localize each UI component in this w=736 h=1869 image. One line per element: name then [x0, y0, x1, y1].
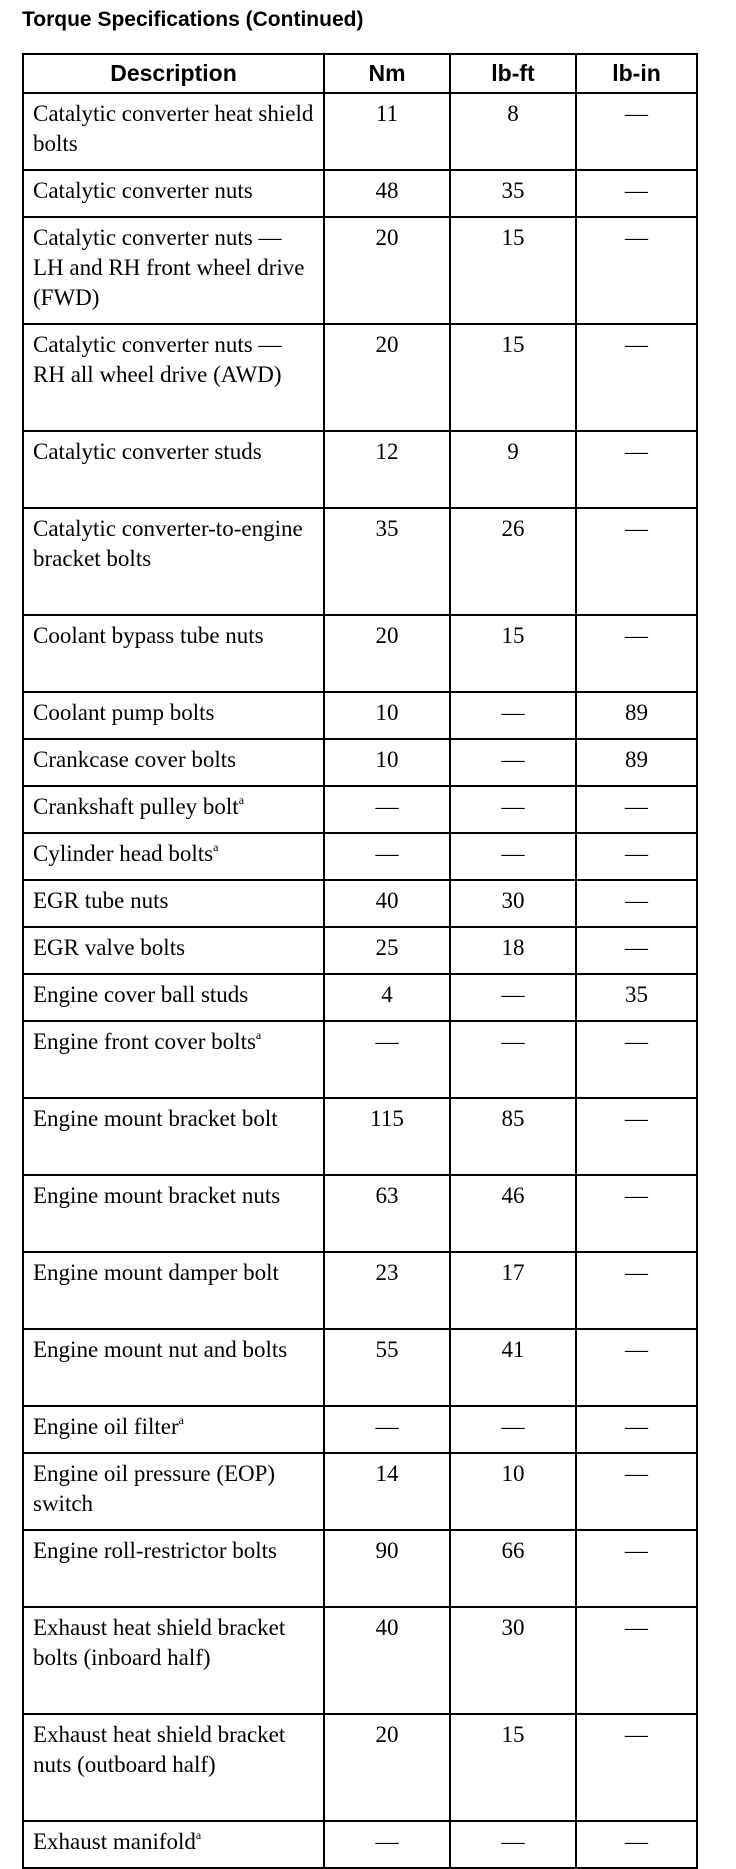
table-row — [23, 692, 697, 739]
lbin-cell: — — [576, 1098, 697, 1175]
nm-cell: 63 — [324, 1175, 450, 1252]
lbft-cell: — — [450, 1021, 576, 1098]
nm-cell: 20 — [324, 615, 450, 692]
lbin-cell: — — [576, 1821, 697, 1868]
description-cell — [23, 1021, 324, 1098]
lbft-cell: — — [450, 974, 576, 1021]
table-row — [23, 1607, 697, 1714]
lbft-cell: 8 — [450, 93, 576, 170]
description-cell — [23, 1607, 324, 1714]
nm-cell: 35 — [324, 508, 450, 615]
table-row — [23, 1821, 697, 1868]
header-description: Description — [23, 54, 324, 93]
description-cell — [23, 880, 324, 927]
footnote-marker: a — [255, 1028, 262, 1042]
footnote-marker: a — [178, 1413, 184, 1427]
table-row — [23, 615, 697, 692]
description-cell — [23, 739, 324, 786]
table-row — [23, 1530, 697, 1607]
lbin-cell: — — [576, 880, 697, 927]
table-row — [23, 1714, 697, 1821]
description-text: Engine front cover bolts — [33, 1029, 256, 1054]
nm-cell: 20 — [324, 217, 450, 324]
nm-cell: 40 — [324, 1607, 450, 1714]
table-row — [23, 1329, 697, 1406]
lbin-cell: — — [576, 1021, 697, 1098]
nm-cell: 12 — [324, 431, 450, 508]
description-text: Catalytic converter nuts — [33, 178, 253, 203]
description-text: Engine mount bracket bolt — [33, 1106, 278, 1131]
nm-cell: 10 — [324, 692, 450, 739]
lbin-cell: 89 — [576, 692, 697, 739]
description-cell — [23, 170, 324, 217]
lbin-cell: 35 — [576, 974, 697, 1021]
lbft-cell: 15 — [450, 615, 576, 692]
lbin-cell: — — [576, 324, 697, 431]
nm-cell: 20 — [324, 324, 450, 431]
table-row — [23, 1406, 697, 1453]
nm-cell: — — [324, 1406, 450, 1453]
description-text: Engine mount damper bolt — [33, 1260, 279, 1285]
nm-cell: 20 — [324, 1714, 450, 1821]
lbin-cell: — — [576, 927, 697, 974]
table-row — [23, 1098, 697, 1175]
description-text: Engine cover ball studs — [33, 982, 249, 1007]
lbin-cell: 89 — [576, 739, 697, 786]
description-cell — [23, 1329, 324, 1406]
table-row — [23, 217, 697, 324]
description-text: Engine mount nut and bolts — [33, 1337, 288, 1362]
lbft-cell: 15 — [450, 1714, 576, 1821]
lbft-cell: 18 — [450, 927, 576, 974]
description-text: Catalytic converter heat shield bolts — [33, 101, 314, 156]
lbft-cell: 46 — [450, 1175, 576, 1252]
description-text: Engine oil pressure (EOP) switch — [33, 1461, 276, 1516]
nm-cell: 40 — [324, 880, 450, 927]
nm-cell: — — [324, 1021, 450, 1098]
torque-spec-table — [22, 53, 698, 1869]
description-cell — [23, 833, 324, 880]
lbin-cell: — — [576, 170, 697, 217]
lbft-cell: — — [450, 1821, 576, 1868]
lbft-cell: 85 — [450, 1098, 576, 1175]
table-row — [23, 927, 697, 974]
description-cell — [23, 1821, 324, 1868]
lbft-cell: 66 — [450, 1530, 576, 1607]
description-text: Engine oil filter — [33, 1414, 179, 1439]
table-row — [23, 880, 697, 927]
lbft-cell: — — [450, 1406, 576, 1453]
description-text: Coolant bypass tube nuts — [33, 623, 264, 648]
description-text: Catalytic converter nuts — LH and RH front wheel drive (FWD) — [33, 225, 305, 310]
description-text: EGR valve bolts — [33, 935, 186, 960]
description-text: Crankcase cover bolts — [33, 747, 237, 772]
table-row — [23, 739, 697, 786]
description-text: Crankshaft pulley bolt — [33, 794, 239, 819]
footnote-marker: a — [213, 840, 219, 854]
table-row — [23, 170, 697, 217]
description-cell — [23, 615, 324, 692]
nm-cell: 10 — [324, 739, 450, 786]
description-cell — [23, 217, 324, 324]
description-text: Catalytic converter nuts — RH all wheel drive (AWD) — [33, 332, 282, 387]
lbin-cell: — — [576, 1607, 697, 1714]
lbin-cell: — — [576, 431, 697, 508]
lbft-cell: 30 — [450, 1607, 576, 1714]
nm-cell: — — [324, 786, 450, 833]
lbin-cell: — — [576, 833, 697, 880]
lbin-cell: — — [576, 508, 697, 615]
nm-cell: 48 — [324, 170, 450, 217]
description-text: Cylinder head bolts — [33, 841, 214, 866]
lbft-cell: 9 — [450, 431, 576, 508]
lbft-cell: 10 — [450, 1453, 576, 1530]
description-cell — [23, 508, 324, 615]
description-text: Catalytic converter studs — [33, 439, 262, 464]
table-row — [23, 93, 697, 170]
lbin-cell: — — [576, 1252, 697, 1329]
lbin-cell: — — [576, 615, 697, 692]
description-cell — [23, 93, 324, 170]
nm-cell: — — [324, 1821, 450, 1868]
lbin-cell: — — [576, 1175, 697, 1252]
lbin-cell: — — [576, 93, 697, 170]
description-text: Exhaust manifold — [33, 1829, 196, 1854]
lbft-cell: 30 — [450, 880, 576, 927]
header-lbft: lb-ft — [450, 54, 576, 93]
table-row — [23, 1021, 697, 1098]
table-row — [23, 324, 697, 431]
nm-cell: 4 — [324, 974, 450, 1021]
description-text: Engine roll-restrictor bolts — [33, 1538, 277, 1563]
nm-cell: 55 — [324, 1329, 450, 1406]
footnote-marker: a — [238, 793, 245, 807]
page-title: Torque Specifications (Continued) — [22, 8, 364, 31]
lbft-cell: 17 — [450, 1252, 576, 1329]
nm-cell: 25 — [324, 927, 450, 974]
description-cell — [23, 1406, 324, 1453]
description-cell — [23, 324, 324, 431]
lbin-cell: — — [576, 786, 697, 833]
nm-cell: — — [324, 833, 450, 880]
description-text: Exhaust heat shield bracket bolts (inboard half) — [33, 1615, 286, 1670]
lbin-cell: — — [576, 1530, 697, 1607]
description-cell — [23, 1252, 324, 1329]
nm-cell: 14 — [324, 1453, 450, 1530]
description-cell — [23, 786, 324, 833]
table-body — [23, 93, 697, 1868]
lbft-cell: 41 — [450, 1329, 576, 1406]
table-row — [23, 1252, 697, 1329]
description-cell — [23, 1530, 324, 1607]
lbin-cell: — — [576, 1329, 697, 1406]
lbft-cell: — — [450, 786, 576, 833]
table-row — [23, 431, 697, 508]
lbin-cell: — — [576, 1406, 697, 1453]
description-text: Engine mount bracket nuts — [33, 1183, 281, 1208]
description-cell — [23, 1714, 324, 1821]
description-cell — [23, 974, 324, 1021]
lbin-cell: — — [576, 217, 697, 324]
table-row — [23, 1175, 697, 1252]
lbin-cell: — — [576, 1714, 697, 1821]
lbft-cell: 26 — [450, 508, 576, 615]
lbft-cell: — — [450, 739, 576, 786]
header-nm: Nm — [324, 54, 450, 93]
lbft-cell: 15 — [450, 217, 576, 324]
description-text: Exhaust heat shield bracket nuts (outboard half) — [33, 1722, 286, 1777]
nm-cell: 11 — [324, 93, 450, 170]
table-row — [23, 1453, 697, 1530]
table-header-row — [23, 54, 697, 93]
description-cell — [23, 692, 324, 739]
description-cell — [23, 1175, 324, 1252]
description-cell — [23, 431, 324, 508]
lbft-cell: — — [450, 833, 576, 880]
table-row — [23, 833, 697, 880]
footnote-marker: a — [195, 1828, 202, 1842]
description-text: Catalytic converter-to-engine bracket bolts — [33, 516, 303, 571]
description-text: Coolant pump bolts — [33, 700, 215, 725]
description-cell — [23, 1098, 324, 1175]
lbin-cell: — — [576, 1453, 697, 1530]
lbft-cell: 35 — [450, 170, 576, 217]
lbft-cell: — — [450, 692, 576, 739]
table-row — [23, 974, 697, 1021]
description-text: EGR tube nuts — [33, 888, 169, 913]
description-cell — [23, 1453, 324, 1530]
table-row — [23, 508, 697, 615]
nm-cell: 115 — [324, 1098, 450, 1175]
header-lbin: lb-in — [576, 54, 697, 93]
nm-cell: 23 — [324, 1252, 450, 1329]
description-cell — [23, 927, 324, 974]
nm-cell: 90 — [324, 1530, 450, 1607]
table-row — [23, 786, 697, 833]
lbft-cell: 15 — [450, 324, 576, 431]
